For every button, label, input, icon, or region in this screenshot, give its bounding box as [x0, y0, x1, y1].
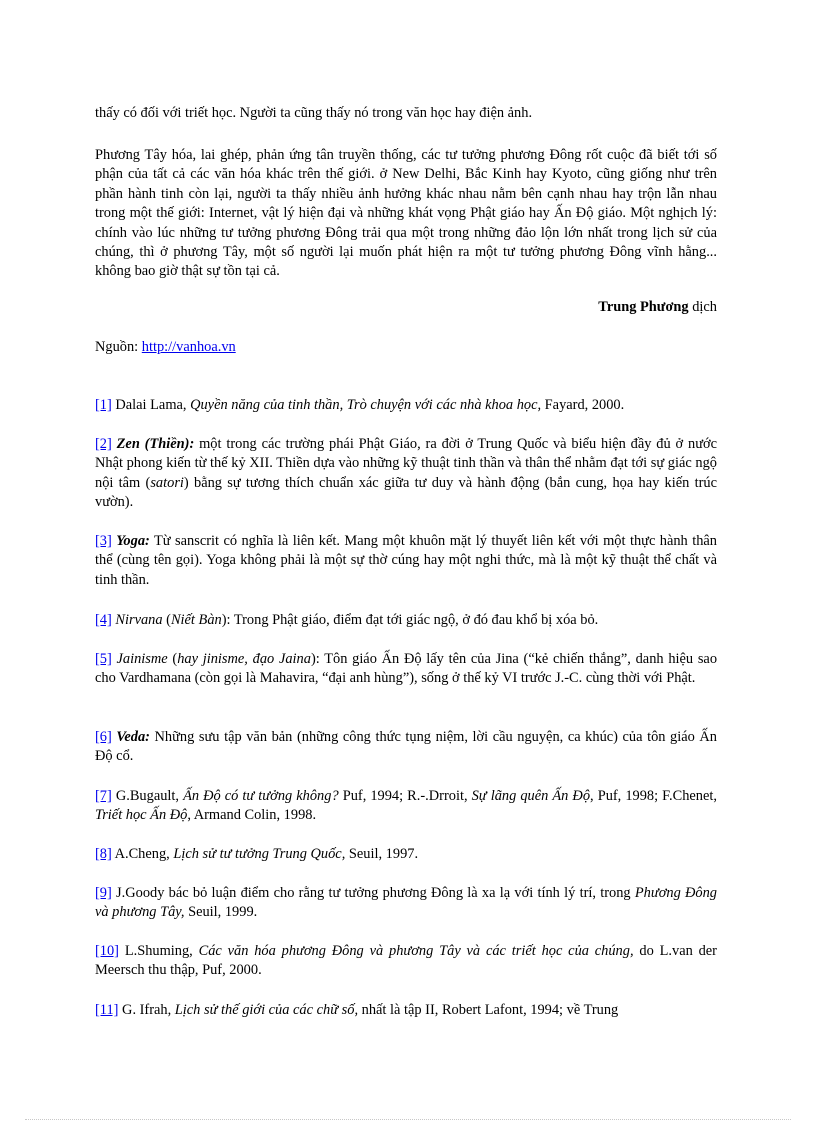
footnote-1: [95, 396, 717, 415]
footnote-text: một trong các trường phái Phật Giáo, ra đời ở Trung Quốc và biểu hiện đầy đủ ở nước Nhật phong kiến từ thế kỷ XII. Thiền dựa vào những kỹ thuật tinh thần và thân thể nhằm đạt tới sự giác ngộ nội tâm (: [95, 436, 717, 491]
footnote-title: Quyền năng của tinh thần, Trò chuyện với các nhà khoa học,: [190, 397, 542, 413]
footnote-text: Seuil, 1997.: [345, 846, 419, 862]
footnote-text: Puf, 1994; R.-.Drroit,: [338, 788, 472, 804]
footnote-text: G.Bugault,: [111, 788, 184, 804]
footnote-ref-1[interactable]: [1]: [95, 397, 112, 413]
footnote-text: do L.van der Meersch thu thập, Puf, 2000.: [95, 943, 717, 979]
footnote-text: L.Shuming,: [118, 943, 199, 959]
footnote-text: nhất là tập II, Robert Lafont, 1994; về Trung: [358, 1002, 619, 1018]
footnote-text: G. Ifrah,: [118, 1002, 175, 1018]
footnote-11: [95, 1001, 717, 1020]
footnote-title: Ấn Độ có tư tưởng không?: [183, 788, 339, 804]
translator-name: Trung Phương: [598, 299, 689, 315]
footnote-3: [95, 532, 717, 590]
paragraph-intro-tail: thấy có đối với triết học. Người ta cũng thấy nó trong văn học hay điện ảnh.: [95, 105, 533, 121]
footnote-text: Fayard, 2000.: [541, 397, 625, 413]
translator-suffix: dịch: [688, 299, 717, 315]
footnote-term: Jainisme: [116, 651, 168, 667]
footnote-ref-3[interactable]: [3]: [95, 533, 112, 549]
footnote-term: Zen (Thiền):: [116, 436, 195, 452]
footnote-text: , Armand Colin, 1998.: [187, 807, 317, 824]
footnote-text: , Puf, 1998; F.Chenet,: [590, 788, 717, 804]
footnote-ref-8[interactable]: [8]: [95, 846, 112, 862]
footnote-text: ): Tôn giáo Ấn Độ lấy tên của Jina (“kẻ chiến thắng”, danh hiệu sao cho Vardhamana (còn gọi là Mahavira, “đại anh hùng”), sống ở thế kỷ VI trước J.-C. cùng thời với Phật.: [95, 651, 718, 687]
footnote-text: Dalai Lama,: [111, 397, 191, 413]
footnote-title: Sự lãng quên Ấn Độ: [471, 788, 591, 804]
footnote-term: satori: [150, 474, 184, 491]
footnote-9: [95, 884, 717, 923]
footnote-6: [95, 728, 717, 767]
footnote-term: Nirvana: [115, 612, 163, 628]
footnote-title: Lịch sử tư tưởng Trung Quốc,: [173, 846, 346, 862]
footnote-ref-11[interactable]: [11]: [95, 1002, 119, 1018]
footnote-4: [95, 611, 717, 630]
paragraph-westernization: Phương Tây hóa, lai ghép, phản ứng tân truyền thống, các tư tưởng phương Đông rốt cuộc đã biết tới số phận của tất cả các văn hóa khác trên thế giới. ở New Delhi, Bắc Kinh hay Kyoto, cũng giống như trên phần hành tinh còn lại, người ta thấy nhiều ảnh hưởng khác nhau nằm bên cạnh nhau hay trộn lẫn nhau trong một thế giới: Internet, vật lý hiện đại và những khát vọng Phật giáo hay Ấn Độ giáo. Một nghịch lý: chính vào lúc những tư tưởng phương Đông trải qua một trong những đảo lộn lớn nhất trong lịch sử của chúng, thì ở phương Tây, một số người lại muốn phát hiện ra một tư tưởng phương Đông vĩnh hằng... không bao giờ thật sự tồn tại cả.: [95, 147, 717, 280]
footnote-title: Phương Đông và phương Tây,: [95, 885, 718, 921]
footnote-text: A.Cheng,: [111, 846, 174, 862]
footnote-title: Các văn hóa phương Đông và phương Tây và các triết học của chúng,: [198, 943, 634, 959]
footnote-title: Lịch sử thế giới của các chữ số,: [174, 1002, 359, 1018]
translator-credit: [95, 298, 717, 317]
footnote-ref-10[interactable]: [10]: [95, 943, 119, 959]
footnote-text: Từ sanscrit có nghĩa là liên kết. Mang một khuôn mặt lý thuyết liên kết với một thực hành thân thể (cùng tên gọi). Yoga không phải là một sự thờ cúng hay một nghi thức, mà là một kỹ thuật thể chất và tinh thần.: [95, 533, 717, 588]
footnote-ref-6[interactable]: [6]: [95, 729, 112, 745]
footnote-ref-5[interactable]: [5]: [95, 651, 112, 667]
footnote-text: J.Goody bác bỏ luận điểm cho rằng tư tưởng phương Đông là xa lạ với tính lý trí, trong: [111, 885, 635, 901]
footnote-ref-4[interactable]: [4]: [95, 612, 112, 628]
footnote-ref-2[interactable]: [2]: [95, 436, 112, 452]
source-label: Nguồn:: [95, 339, 142, 355]
footnote-text: (: [167, 651, 178, 667]
footnote-ref-9[interactable]: [9]: [95, 885, 112, 901]
page-bottom-edge: [25, 1119, 791, 1120]
footnote-ref-7[interactable]: [7]: [95, 788, 112, 804]
source-link[interactable]: http://vanhoa.vn: [141, 339, 236, 355]
footnote-5: [95, 650, 717, 689]
footnote-7: [95, 787, 717, 826]
footnote-text: Seuil, 1999.: [184, 904, 258, 921]
footnote-text: ): Trong Phật giáo, điểm đạt tới giác ngộ, ở đó đau khổ bị xóa bỏ.: [221, 612, 599, 628]
footnote-term: hay jinisme, đạo Jaina: [177, 651, 311, 667]
footnote-text: ) bằng sự tương thích chuẩn xác giữa tư duy và hành động (bắn cung, họa hay kiến trúc vườn).: [95, 474, 717, 511]
footnote-8: [95, 845, 717, 864]
footnote-title: Triết học Ấn Độ: [95, 807, 188, 824]
footnote-term: Veda:: [116, 729, 150, 745]
footnote-term: Yoga:: [116, 533, 150, 549]
footnote-text: Những sưu tập văn bản (những công thức tụng niệm, lời cầu nguyện, ca khúc) của tôn giáo Ấn Độ cổ.: [95, 729, 717, 765]
footnote-10: [95, 942, 717, 981]
footnote-term: Niết Bàn: [170, 612, 222, 628]
source-line: [95, 338, 717, 357]
footnote-2: [95, 435, 717, 513]
footnote-text: (: [162, 612, 171, 628]
